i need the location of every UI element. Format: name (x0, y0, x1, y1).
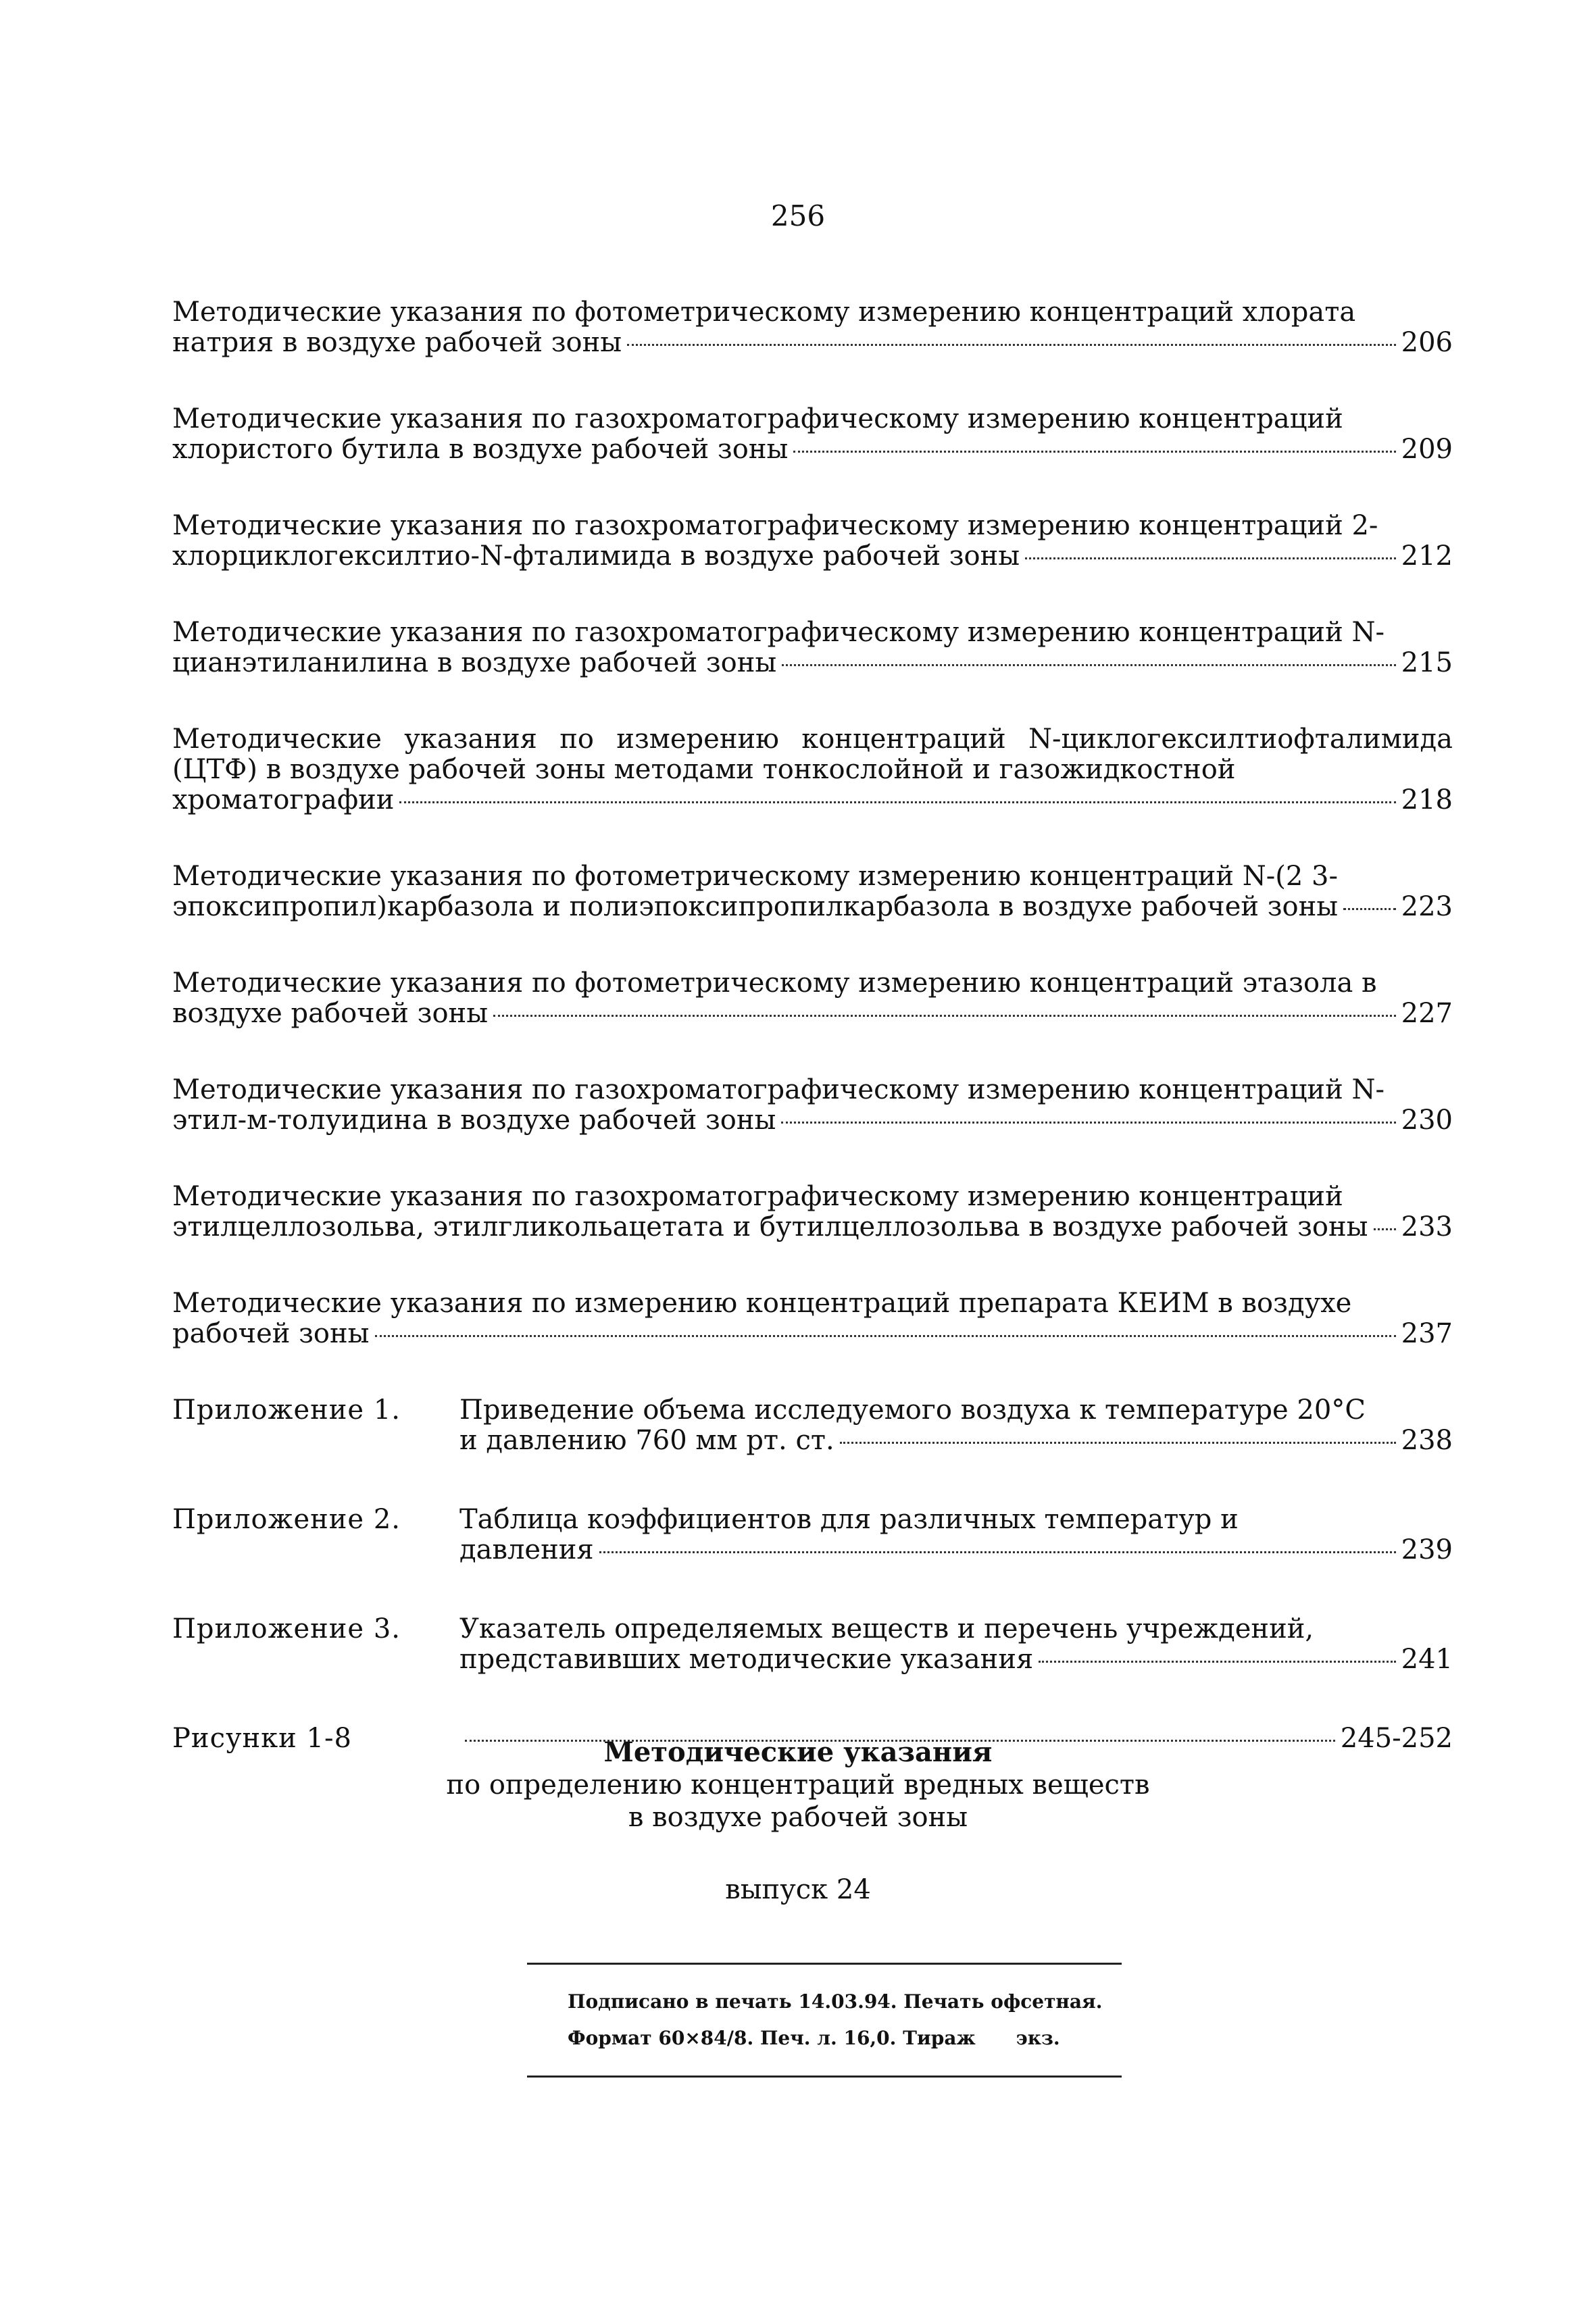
toc-entry-last-line (172, 1212, 1453, 1242)
toc-entry-text-end: хлористого бутила в воздухе рабочей зоны (172, 434, 789, 465)
toc-entry-text-end: эпоксипропил)карбазола и полиэпоксипропилкарбазола в воздухе рабочей зоны (172, 891, 1339, 922)
toc-entry-page: 209 (1401, 434, 1453, 465)
toc-entry-last-line (172, 434, 1453, 465)
appendix-text: Приведение объема исследуемого воздуха к температуре 20°С (459, 1394, 1366, 1426)
imprint-format-row (568, 2020, 1122, 2057)
toc-entry-page: 212 (1401, 540, 1453, 572)
appendix-text: Указатель определяемых веществ и перечень учреждений, (459, 1613, 1314, 1644)
toc-entry (172, 1288, 1453, 1349)
appendix-page: 245-252 (1340, 1723, 1453, 1754)
toc-entry-last-line (172, 328, 1453, 358)
dot-leader (1374, 1228, 1396, 1230)
imprint-subtitle-2: в воздухе рабочей зоны (628, 1802, 968, 1833)
imprint-format: Формат 60×84/8. Печ. л. 16,0. Тираж (568, 2027, 976, 2049)
table-of-contents (172, 297, 1453, 1803)
toc-entry-text-end: натрия в воздухе рабочей зоны (172, 327, 622, 358)
toc-entry-text: Методические указания по газохроматографическому измерению концентраций (172, 1181, 1343, 1212)
toc-entry-page: 218 (1401, 784, 1453, 815)
toc-entry-last-line (172, 999, 1453, 1029)
toc-entry (172, 511, 1453, 572)
appendix-body (459, 1614, 1453, 1675)
dot-leader (782, 664, 1395, 666)
toc-entry-text: Методические указания по измерению концентраций препарата КЕИМ в воздухе (172, 1288, 1352, 1319)
toc-entry-text-end: хроматографии (172, 784, 395, 815)
toc-entry (172, 724, 1453, 815)
toc-entry-text: Методические указания по фотометрическому измерению концентраций хлората (172, 297, 1356, 328)
dot-leader (781, 1122, 1395, 1124)
dot-leader (493, 1015, 1396, 1017)
dot-leader (399, 801, 1395, 803)
appendix-entry (172, 1614, 1453, 1675)
toc-entry-text: Методические указания по фотометрическому измерению концентраций этазола в (172, 967, 1377, 999)
toc-entry-text-end: рабочей зоны (172, 1318, 370, 1349)
dot-leader (840, 1442, 1396, 1444)
appendix-text-end: и давлению 760 мм рт. ст. (459, 1425, 834, 1456)
appendix-page: 241 (1401, 1644, 1453, 1675)
imprint-subtitle-1: по определению концентраций вредных веществ (446, 1769, 1150, 1801)
imprint-title: Методические указания (603, 1736, 993, 1768)
toc-entry (172, 404, 1453, 465)
imprint-copies: экз. (1016, 2027, 1060, 2049)
toc-entry-text-end: цианэтиланилина в воздухе рабочей зоны (172, 647, 777, 678)
page-number: 256 (770, 199, 826, 232)
appendix-list (172, 1395, 1453, 1754)
toc-entry-last-line (172, 648, 1453, 678)
toc-entry-text: Методические указания по газохроматографическому измерению концентраций N- (172, 1074, 1385, 1105)
appendix-page: 238 (1401, 1425, 1453, 1456)
appendix-body (459, 1395, 1453, 1456)
appendix-label: Приложение 1. (172, 1394, 401, 1426)
toc-entry-last-line (172, 1105, 1453, 1136)
toc-entry-last-line (172, 785, 1453, 815)
dot-leader (793, 451, 1395, 453)
toc-entry-text-end: этилцеллозольва, этилгликольацетата и бутилцеллозольва в воздухе рабочей зоны (172, 1211, 1368, 1242)
toc-entry-last-line (172, 541, 1453, 572)
appendix-entry (172, 1505, 1453, 1565)
toc-entry-page: 230 (1401, 1105, 1453, 1136)
dot-leader (1343, 908, 1396, 910)
dot-leader (1039, 1661, 1395, 1663)
appendix-last-line (459, 1426, 1453, 1456)
appendix-text-end: представивших методические указания (459, 1644, 1034, 1675)
toc-entry-page: 233 (1401, 1211, 1453, 1242)
toc-entry-last-line (172, 892, 1453, 922)
appendix-label: Рисунки 1-8 (172, 1723, 352, 1754)
toc-entry (172, 297, 1453, 358)
toc-entry-text: Методические указания по измерению концентраций N-циклогексилтиофталимида (ЦТФ) в воздухе рабочей зоны методами тонкослойной и газожидкостной (172, 724, 1453, 785)
toc-entry-text-end: хлорциклогексилтио-N-фталимида в воздухе рабочей зоны (172, 540, 1020, 572)
appendix-text-end: давления (459, 1534, 594, 1565)
toc-entry-page: 227 (1401, 998, 1453, 1029)
appendix-label: Приложение 3. (172, 1613, 401, 1644)
toc-entry (172, 861, 1453, 922)
toc-entry-last-line (172, 1319, 1453, 1349)
appendix-last-line (459, 1644, 1453, 1675)
toc-entry (172, 968, 1453, 1029)
toc-entry-text: Методические указания по газохроматографическому измерению концентраций N- (172, 617, 1385, 648)
appendix-label: Приложение 2. (172, 1504, 401, 1535)
toc-list (172, 297, 1453, 1349)
dot-leader (1025, 557, 1396, 559)
appendix-text: Таблица коэффициентов для различных температур и (459, 1504, 1239, 1535)
toc-entry-page: 215 (1401, 647, 1453, 678)
dot-leader (375, 1335, 1396, 1337)
appendix-body (459, 1505, 1453, 1565)
imprint-issue: выпуск 24 (725, 1874, 871, 1905)
toc-entry-text: Методические указания по фотометрическому измерению концентраций N-(2 3- (172, 861, 1338, 892)
appendix-last-line (459, 1535, 1453, 1565)
imprint-details (527, 1963, 1122, 2078)
toc-entry-page: 237 (1401, 1318, 1453, 1349)
toc-entry-text: Методические указания по газохроматографическому измерению концентраций 2- (172, 510, 1378, 541)
toc-entry (172, 1182, 1453, 1242)
toc-entry-page: 223 (1401, 891, 1453, 922)
imprint-title-block (0, 1736, 1596, 1905)
imprint-signed: Подписано в печать 14.03.94. Печать офсетная. (568, 1990, 1103, 2013)
dot-leader (627, 344, 1396, 346)
appendix-entry (172, 1395, 1453, 1456)
toc-entry (172, 1075, 1453, 1136)
toc-entry-page: 206 (1401, 327, 1453, 358)
toc-entry-text-end: этил-м-толуидина в воздухе рабочей зоны (172, 1105, 776, 1136)
toc-entry (172, 618, 1453, 678)
appendix-page: 239 (1401, 1534, 1453, 1565)
toc-entry-text-end: воздухе рабочей зоны (172, 998, 489, 1029)
dot-leader (599, 1551, 1396, 1553)
toc-entry-text: Методические указания по газохроматографическому измерению концентраций (172, 403, 1343, 434)
